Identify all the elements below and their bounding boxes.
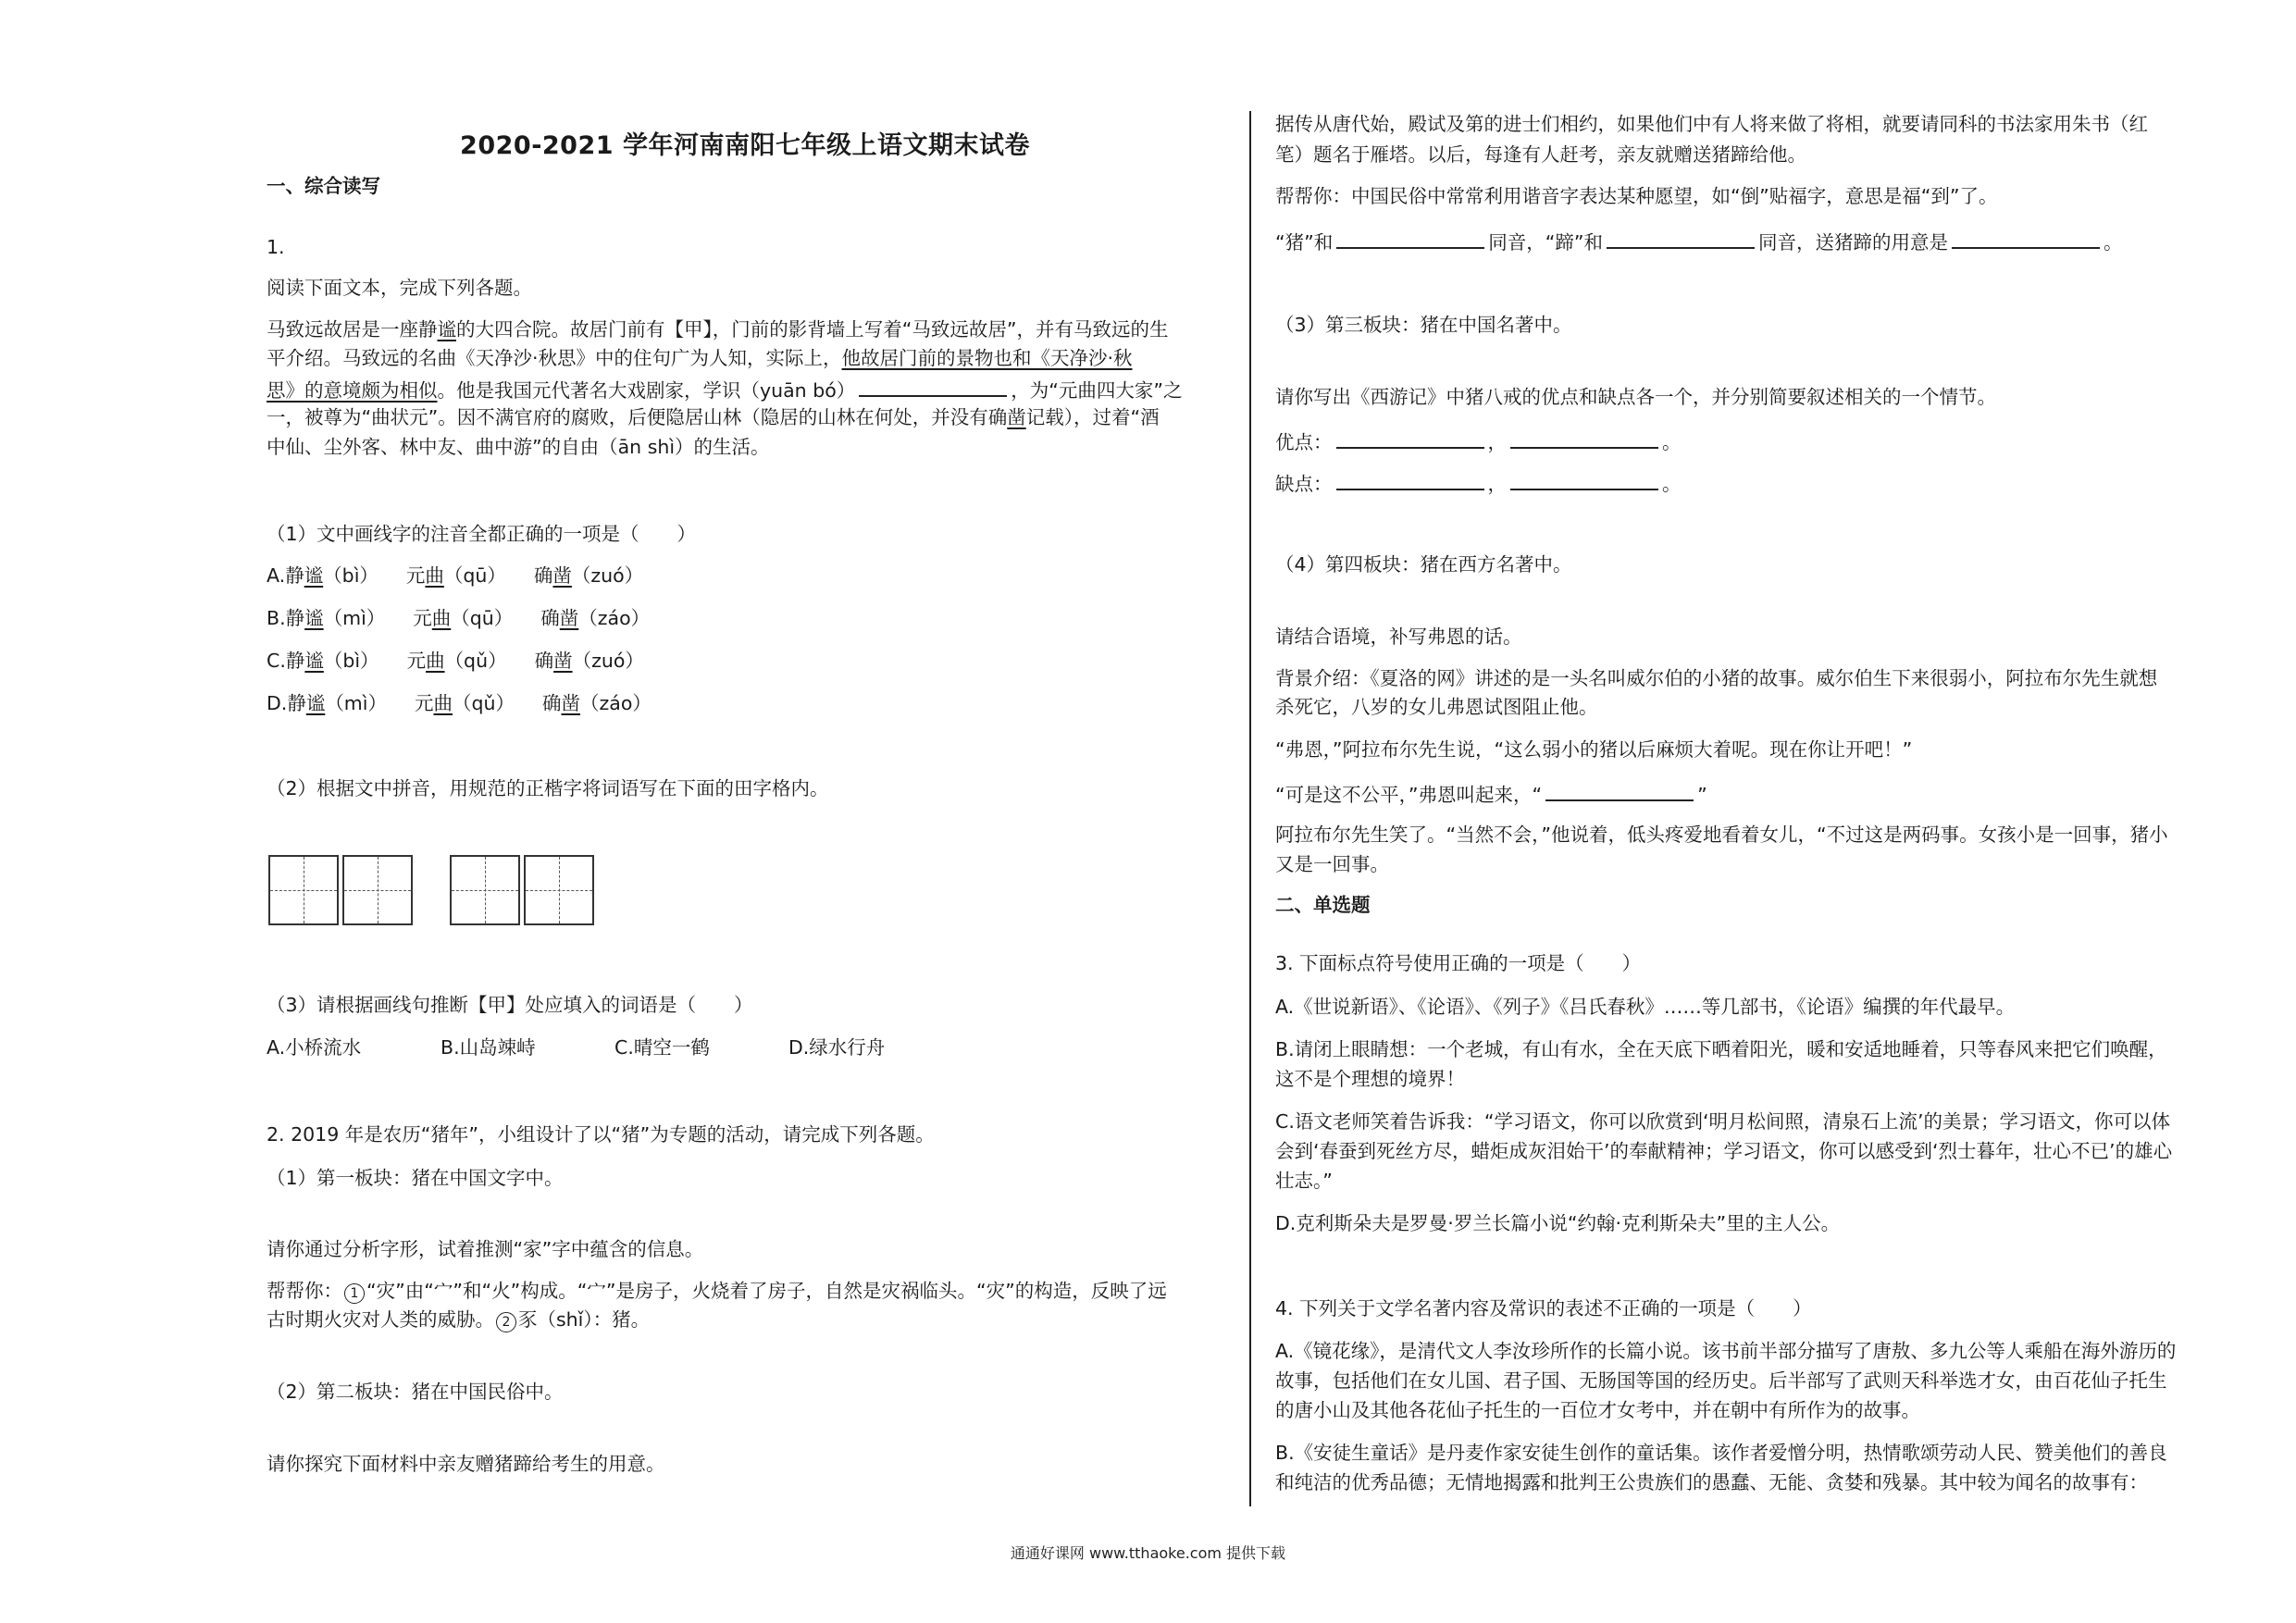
sub-question-3: （3）请根据画线句推断【甲】处应填入的词语是（ ） bbox=[267, 994, 753, 1016]
background-line-1: 背景介绍：《夏洛的网》讲述的是一头名叫威尔伯的小猪的故事。威尔伯生下来很弱小，阿拉布尔先生就想 bbox=[1275, 667, 2158, 689]
passage-line-5: 中仙、尘外客、林中友、曲中游”的自由（ān shì）的生活。 bbox=[267, 436, 770, 458]
merit-line: 优点： ， 。 bbox=[1275, 427, 1682, 455]
column-divider bbox=[1249, 111, 1251, 1506]
help-hint: 帮帮你：中国民俗中常常利用谐音字表达某种愿望，如“倒”贴福字，意思是福“到”了。 bbox=[1275, 185, 1998, 207]
option-row[interactable]: D.静谧（mì） 元曲（qǔ） 确凿（záo） bbox=[267, 692, 652, 714]
q2-part-3: （3）第三板块：猪在中国名著中。 bbox=[1275, 314, 1572, 336]
tianzige-box[interactable] bbox=[268, 855, 339, 925]
section-heading-2: 二、单选题 bbox=[1275, 894, 1371, 916]
answer-blank[interactable] bbox=[859, 375, 1007, 397]
option-row[interactable]: B.静谧（mì） 元曲（qū） 确凿（záo） bbox=[267, 607, 651, 629]
option-d[interactable]: D.绿水行舟 bbox=[788, 1036, 886, 1059]
dialogue-line-2: “可是这不公平，”弗恩叫起来，“ ” bbox=[1275, 779, 1707, 808]
option-row[interactable]: C.静谧（bì） 元曲（qǔ） 确凿（zuó） bbox=[267, 650, 644, 672]
q2-part-3-task: 请你写出《西游记》中猪八戒的优点和缺点各一个，并分别简要叙述相关的一个情节。 bbox=[1275, 386, 1996, 408]
fill-line: “猪”和 同音，“蹄”和 同音，送猪蹄的用意是 。 bbox=[1275, 227, 2123, 255]
background-line-2: 杀死它，八岁的女儿弗恩试图阻止他。 bbox=[1275, 696, 1598, 718]
dialogue-line-4: 又是一回事。 bbox=[1275, 853, 1389, 875]
q2-part-1: （1）第一板块：猪在中国文字中。 bbox=[267, 1167, 564, 1189]
sub-question-1: （1）文中画线字的注音全都正确的一项是（ ） bbox=[267, 523, 697, 545]
option-a[interactable]: A.小桥流水 bbox=[267, 1036, 362, 1059]
answer-blank[interactable] bbox=[1510, 427, 1658, 449]
page-title: 2020-2021 学年河南南阳七年级上语文期末试卷 bbox=[460, 131, 1030, 160]
q3-option-a[interactable]: A.《世说新语》、《论语》、《列子》《吕氏春秋》……等几部书，《论语》编撰的年代最早。 bbox=[1275, 996, 2016, 1018]
material-line-1: 据传从唐代始，殿试及第的进士们相约，如果他们中有人将来做了将相，就要请同科的书法家用朱书（红 bbox=[1275, 113, 2148, 135]
q4-stem: 4. 下列关于文学名著内容及常识的表述不正确的一项是（ ） bbox=[1275, 1297, 1812, 1319]
fault-line: 缺点： ， 。 bbox=[1275, 468, 1682, 497]
q2-part-4: （4）第四板块：猪在西方名著中。 bbox=[1275, 553, 1572, 576]
q2-part-1-help-cont: 古时期火灾对人类的威胁。 2 豕（shǐ）：猪。 bbox=[267, 1308, 651, 1331]
q3-option-b-cont[interactable]: 这不是个理想的境界！ bbox=[1275, 1068, 1465, 1090]
q3-option-b[interactable]: B.请闭上眼睛想：一个老城，有山有水，全在天底下晒着阳光，暖和安适地睡着，只等春风来把它们唤醒， bbox=[1275, 1038, 2167, 1060]
passage-line-1: 马致远故居是一座静谧的大四合院。故居门前有【甲】，门前的影背墙上写着“马致远故居”，并有马致远的生 bbox=[267, 318, 1169, 341]
q4-option-b[interactable]: B.《安徒生童话》是丹麦作家安徒生创作的童话集。该作者爱憎分明，热情歌颂劳动人民、赞美他们的善良 bbox=[1275, 1442, 2167, 1464]
tianzige-box[interactable] bbox=[342, 855, 413, 925]
passage-line-4: 一，被尊为“曲状元”。因不满官府的腐败，后便隐居山林（隐居的山林在何处，并没有确凿记载），过着“酒 bbox=[267, 406, 1160, 428]
q1-instruction: 阅读下面文本，完成下列各题。 bbox=[267, 277, 532, 299]
dialogue-line-1: “弗恩，”阿拉布尔先生说，“这么弱小的猪以后麻烦大着呢。现在你让开吧！” bbox=[1275, 738, 1913, 761]
q2-part-4-task: 请结合语境，补写弗恩的话。 bbox=[1275, 626, 1522, 648]
option-row bbox=[267, 1035, 885, 1060]
q2-part-2-task: 请你探究下面材料中亲友赠猪蹄给考生的用意。 bbox=[267, 1453, 665, 1475]
tianzige-box[interactable] bbox=[450, 855, 520, 925]
q1-number: 1. bbox=[267, 236, 285, 258]
q4-option-a-cont[interactable]: 的唐小山及其他各花仙子托生的一百位才女考中，并在朝中有所作为的故事。 bbox=[1275, 1399, 1920, 1421]
q4-option-b-cont[interactable]: 和纯洁的优秀品德；无情地揭露和批判王公贵族们的愚蠢、无能、贪婪和残暴。其中较为闻名的故事有： bbox=[1275, 1471, 2148, 1493]
dialogue-line-3: 阿拉布尔先生笑了。“当然不会，”他说着，低头疼爱地看着女儿，“不过这是两码事。女孩小是一回事，猪小 bbox=[1275, 824, 2168, 846]
material-line-2: 笔）题名于雁塔。以后，每逢有人赶考，亲友就赠送猪蹄给他。 bbox=[1275, 143, 1806, 166]
answer-blank[interactable] bbox=[1607, 227, 1755, 249]
q3-option-c[interactable]: C.语文老师笑着告诉我：“学习语文，你可以欣赏到‘明月松间照，清泉石上流’的美景；学习语文，你可以体 bbox=[1275, 1110, 2170, 1133]
q2-intro: 2. 2019 年是农历“猪年”，小组设计了以“猪”为专题的活动，请完成下列各题。 bbox=[267, 1123, 935, 1146]
q4-option-a-cont[interactable]: 故事，包括他们在女儿国、君子国、无肠国等国的经历史。后半部写了武则天科举选才女，由百花仙子托生 bbox=[1275, 1369, 2167, 1392]
answer-blank[interactable] bbox=[1336, 227, 1484, 249]
answer-blank[interactable] bbox=[1545, 779, 1694, 801]
page-footer: 通通好课网 www.tthaoke.com 提供下载 bbox=[1010, 1544, 1286, 1562]
passage-line-2: 平介绍。马致远的名曲《天净沙·秋思》中的住句广为人知，实际上，他故居门前的景物也和《天净沙·秋 bbox=[267, 347, 1133, 369]
option-row[interactable]: A.静谧（bì） 元曲（qū） 确凿（zuó） bbox=[267, 564, 644, 587]
tianzige-box[interactable] bbox=[524, 855, 594, 925]
q3-stem: 3. 下面标点符号使用正确的一项是（ ） bbox=[1275, 952, 1642, 974]
answer-blank[interactable] bbox=[1952, 227, 2100, 249]
answer-blank[interactable] bbox=[1336, 468, 1484, 490]
q2-part-1-help: 帮帮你： 1 “灾”由“宀”和“火”构成。“宀”是房子，火烧着了房子，自然是灾祸临头。“灾”的构造，反映了远 bbox=[267, 1280, 1167, 1302]
option-b[interactable]: B.山岛竦峙 bbox=[441, 1036, 536, 1059]
option-c[interactable]: C.晴空一鹤 bbox=[614, 1036, 710, 1059]
q3-option-c-cont[interactable]: 壮志。” bbox=[1275, 1170, 1333, 1192]
answer-blank[interactable] bbox=[1336, 427, 1484, 449]
q3-option-d[interactable]: D.克利斯朵夫是罗曼·罗兰长篇小说“约翰·克利斯朵夫”里的主人公。 bbox=[1275, 1212, 1841, 1234]
q2-part-2: （2）第二板块：猪在中国民俗中。 bbox=[267, 1381, 564, 1403]
passage-line-3: 思》的意境颇为相似。他是我国元代著名大戏剧家，学识（yuān bó） ，为“元曲四大家”之 bbox=[267, 375, 1183, 403]
section-heading-1: 一、综合读写 bbox=[267, 175, 380, 197]
q2-part-1-task: 请你通过分析字形，试着推测“家”字中蕴含的信息。 bbox=[267, 1238, 704, 1260]
answer-blank[interactable] bbox=[1510, 468, 1658, 490]
q4-option-a[interactable]: A.《镜花缘》，是清代文人李汝珍所作的长篇小说。该书前半部分描写了唐敖、多九公等人乘船在海外游历的 bbox=[1275, 1340, 2177, 1362]
sub-question-2: （2）根据文中拼音，用规范的正楷字将词语写在下面的田字格内。 bbox=[267, 777, 829, 799]
q3-option-c-cont[interactable]: 会到‘春蚕到死丝方尽，蜡炬成灰泪始干’的奉献精神；学习语文，你可以感受到‘烈士暮年，壮心不已’的雄心 bbox=[1275, 1140, 2173, 1162]
